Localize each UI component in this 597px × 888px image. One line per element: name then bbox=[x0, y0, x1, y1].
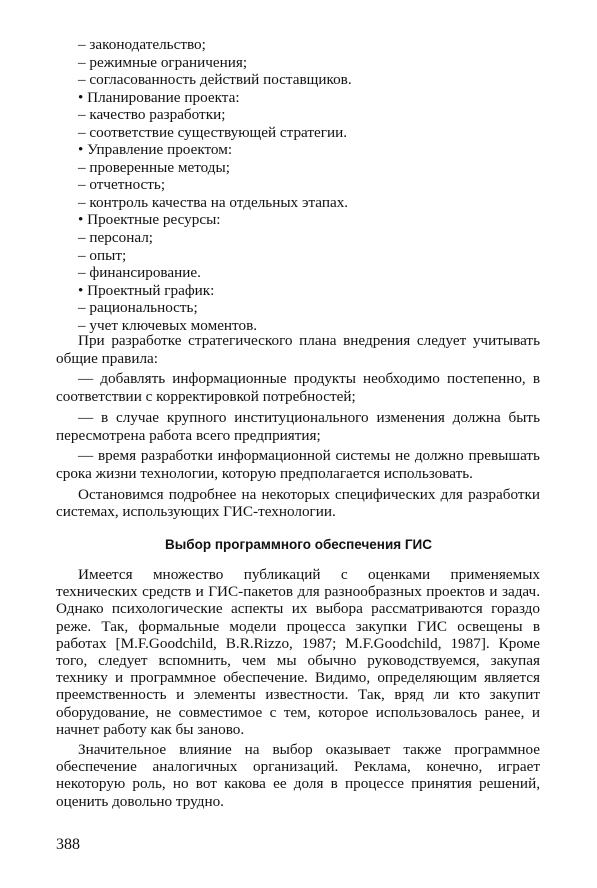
list-item: – контроль качества на отдельных этапах. bbox=[78, 193, 349, 211]
list-item: • Проектный график: bbox=[78, 281, 215, 299]
list-item: – качество разработки; bbox=[78, 106, 226, 124]
paragraph: При разработке стратегического плана внедрения следует учитывать общие правила: bbox=[56, 332, 540, 367]
list-item: • Управление проектом: bbox=[78, 141, 233, 159]
paragraph: Остановимся подробнее на некоторых специфических для разработки системах, использующих ГИС-технологии. bbox=[56, 485, 540, 521]
list-item: – персонал; bbox=[78, 229, 153, 247]
section-heading: Выбор программного обеспечения ГИС bbox=[165, 537, 432, 552]
paragraph: Имеется множество публикаций с оценками применяемых технических средств и ГИС-пакетов для разнообразных проектов и задач. Однако психологические аспекты их выбора рассматриваются гораздо реже. Так, формальные модели процесса закупки ГИС освещены в работах [M.F.Goodchild, B.R.Rizzo, 1987; M.F.Goodchild, 1987]. Кроме того, следует вспомнить, чем мы обычно руководствуемся, закупая технику и программное обеспечение. Видимо, определяющим является преемственность и элементы известности. Так, вряд ли кто закупит оборудование, не совместимое с тем, которое использовалось ранее, и начнет работу как бы заново. bbox=[56, 566, 540, 738]
list-item: – соответствие существующей стратегии. bbox=[78, 123, 348, 141]
list-item: – режимные ограничения; bbox=[78, 53, 248, 71]
section-body bbox=[56, 566, 540, 813]
page-number: 388 bbox=[56, 836, 80, 853]
list-item: • Планирование проекта: bbox=[78, 88, 240, 106]
paragraph: Значительное влияние на выбор оказывает также программное обеспечение аналогичных организаций. Реклама, конечно, играет некоторую роль, но вот какова ее доля в процессе принятия решений, оценить довольно трудно. bbox=[56, 741, 540, 810]
rules-paragraphs bbox=[56, 332, 540, 524]
paragraph: — в случае крупного институционального изменения должна быть пересмотрена работа всего предприятия; bbox=[56, 408, 540, 444]
paragraph: — добавлять информационные продукты необходимо постепенно, в соответствии с корректировкой потребностей; bbox=[56, 370, 540, 406]
list-item: – финансирование. bbox=[78, 264, 201, 282]
list-item: – учет ключевых моментов. bbox=[78, 316, 258, 334]
paragraph: — время разработки информационной системы не должно превышать срока жизни технологии, которую предполагается использовать. bbox=[56, 447, 540, 482]
list-item: – проверенные методы; bbox=[78, 158, 230, 176]
list-item: • Проектные ресурсы: bbox=[78, 211, 221, 229]
list-item: – отчетность; bbox=[78, 176, 166, 194]
list-item: – законодательство; bbox=[78, 36, 206, 53]
list-item: – рациональность; bbox=[78, 299, 198, 317]
list-item: – согласованность действий поставщиков. bbox=[78, 71, 352, 89]
list-item: – опыт; bbox=[78, 246, 127, 264]
bullet-list bbox=[78, 36, 548, 334]
